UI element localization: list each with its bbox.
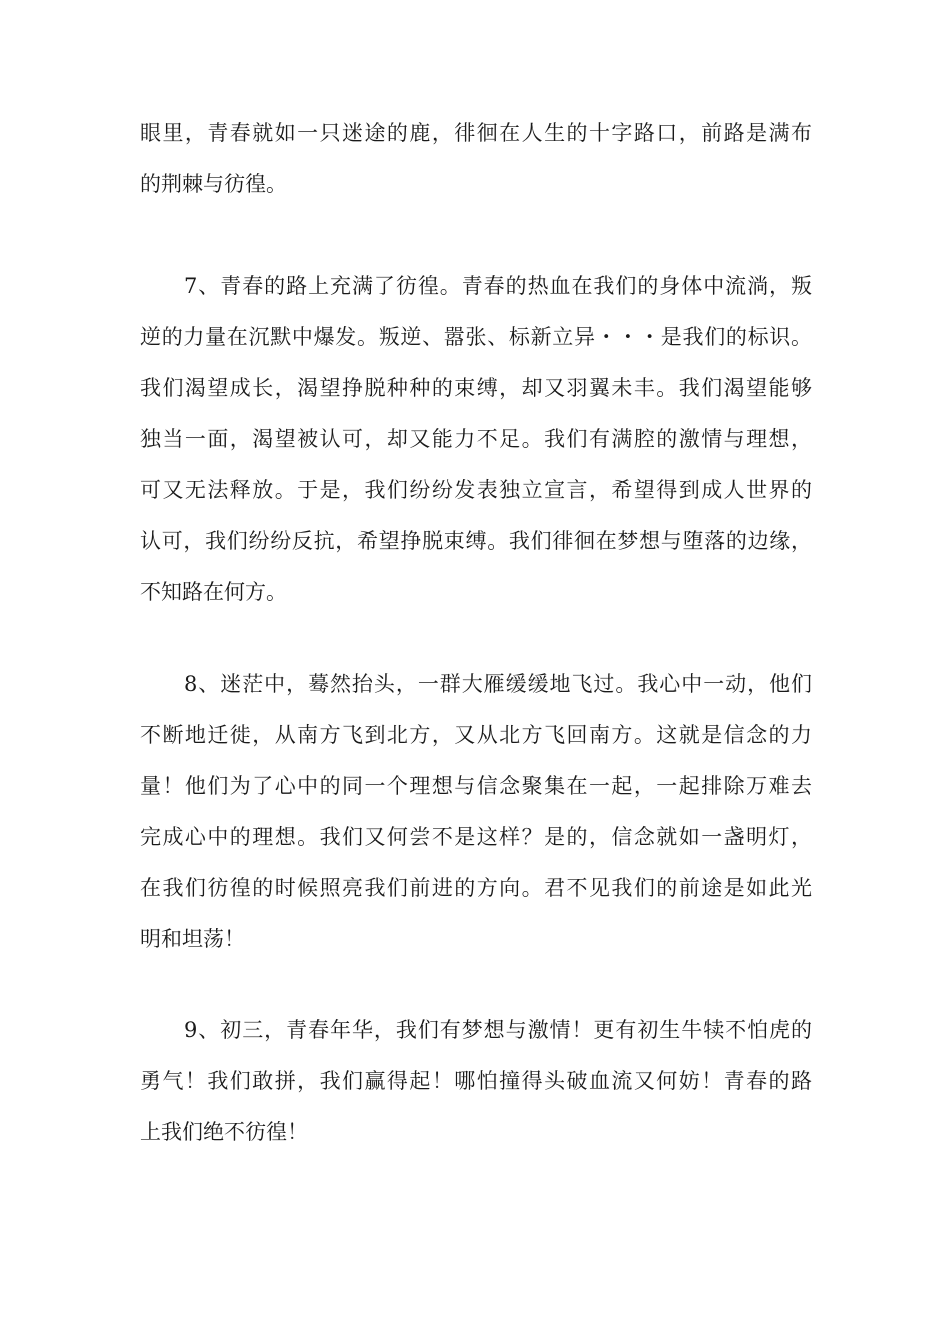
text-line: 可又无法释放。于是，我们纷纷发表独立宣言，希望得到成人世界的 bbox=[140, 478, 812, 502]
text-line: 眼里，青春就如一只迷途的鹿，徘徊在人生的十字路口，前路是满布 bbox=[140, 121, 812, 145]
paragraph-9 bbox=[140, 1005, 812, 1158]
text-line: 7、青春的路上充满了彷徨。青春的热血在我们的身体中流淌，叛 bbox=[184, 274, 812, 298]
text-line: 上我们绝不彷徨！ bbox=[140, 1120, 308, 1144]
text-line: 9、初三，青春年华，我们有梦想与激情！更有初生牛犊不怕虎的 bbox=[184, 1018, 812, 1042]
text-line: 逆的力量在沉默中爆发。叛逆、嚣张、标新立异・・・是我们的标识。 bbox=[140, 325, 812, 349]
text-line: 勇气！我们敢拼，我们赢得起！哪怕撞得头破血流又何妨！青春的路 bbox=[140, 1069, 812, 1093]
text-line: 完成心中的理想。我们又何尝不是这样？是的，信念就如一盏明灯， bbox=[140, 825, 812, 849]
paragraph-8 bbox=[140, 659, 812, 965]
text-line: 8、迷茫中，蓦然抬头，一群大雁缓缓地飞过。我心中一动，他们 bbox=[184, 672, 812, 696]
text-line: 的荆棘与彷徨。 bbox=[140, 172, 287, 196]
text-line: 明和坦荡！ bbox=[140, 927, 245, 951]
text-line: 量！他们为了心中的同一个理想与信念聚集在一起，一起排除万难去 bbox=[140, 774, 812, 798]
text-line: 我们渴望成长，渴望挣脱种种的束缚，却又羽翼未丰。我们渴望能够 bbox=[140, 376, 812, 400]
text-line: 不断地迁徙，从南方飞到北方，又从北方飞回南方。这就是信念的力 bbox=[140, 723, 812, 747]
text-line: 认可，我们纷纷反抗，希望挣脱束缚。我们徘徊在梦想与堕落的边缘， bbox=[140, 529, 812, 553]
text-line: 不知路在何方。 bbox=[140, 580, 287, 604]
paragraph-7 bbox=[140, 261, 812, 618]
text-line: 独当一面，渴望被认可，却又能力不足。我们有满腔的激情与理想， bbox=[140, 427, 812, 451]
text-line: 在我们彷徨的时候照亮我们前进的方向。君不见我们的前途是如此光 bbox=[140, 876, 812, 900]
paragraph-6-continued bbox=[140, 108, 812, 210]
